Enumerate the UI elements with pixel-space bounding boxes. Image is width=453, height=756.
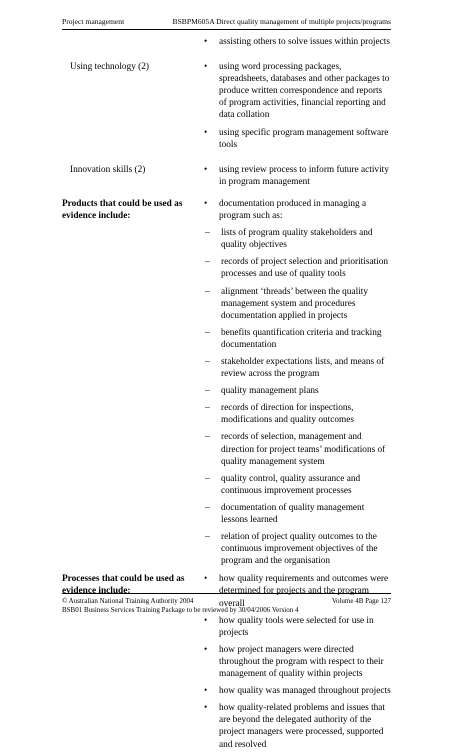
bullet-icon: • xyxy=(204,686,208,697)
dash-icon: – xyxy=(205,502,210,513)
sub-list-item: – records of selection, management and direction for project teams’ modifications of quality management system xyxy=(205,432,386,467)
dash-icon: – xyxy=(205,228,210,239)
sub-list-item: – alignment ‘threads’ between the quality management system and procedures documentation applied in projects xyxy=(205,286,368,321)
sub-list-item: – quality management plans xyxy=(205,386,319,397)
list-item: • how project managers were directed throughout the program with respect to their management of quality within projects xyxy=(204,644,384,680)
section-innovation xyxy=(0,164,453,188)
content-table xyxy=(0,36,453,756)
sub-list-item: – records of project selection and prioritisation processes and use of quality tools xyxy=(205,257,389,280)
footer-copyright: © Australian National Training Authority 2004 xyxy=(62,597,194,605)
section-label: Processes that could be used as evidence include: xyxy=(62,574,185,597)
bullet-icon: • xyxy=(204,127,208,138)
dash-icon: – xyxy=(205,327,210,338)
bullet-icon: • xyxy=(204,164,208,175)
list-item: • using word processing packages, spreadsheets, databases and other packages to produce written correspondence and reports of program activities, financial reporting and data collation xyxy=(204,62,390,121)
dash-icon: – xyxy=(205,286,210,297)
list-item: • how quality-related problems and issues that are beyond the delegated authority of the project managers were processed, supported and resolved xyxy=(204,703,386,750)
list-item: • using review process to inform future activity in program management xyxy=(204,164,389,187)
bullet-icon: • xyxy=(204,574,208,585)
sub-list-item: – documentation of quality management lessons learned xyxy=(205,502,365,525)
page-footer xyxy=(62,593,391,615)
dash-icon: – xyxy=(205,473,210,484)
sub-list-item: – lists of program quality stakeholders and quality objectives xyxy=(205,228,373,251)
list-item: • how quality tools were selected for use in projects xyxy=(204,615,374,638)
dash-icon: – xyxy=(205,257,210,268)
dash-icon: – xyxy=(205,432,210,443)
dash-icon: – xyxy=(205,386,210,397)
sub-list-item: – stakeholder expectations lists, and means of review across the program xyxy=(205,356,385,380)
bullet-icon: • xyxy=(204,62,208,73)
page-header xyxy=(62,15,391,30)
section-using-technology xyxy=(0,61,453,151)
header-unit-code: BSBPM605A Direct quality management of multiple projects/programs xyxy=(172,17,391,26)
sub-list-item: – relation of project quality outcomes to the continuous improvement objectives of the program and the organisation xyxy=(205,532,378,567)
dash-icon: – xyxy=(205,532,210,543)
section-label: Products that could be used as evidence include: xyxy=(62,198,183,222)
list-item: • how quality requirements and outcomes were determined for projects and the program overall xyxy=(204,574,389,609)
header-unit-area: Project management xyxy=(62,17,125,26)
bullet-icon: • xyxy=(204,198,208,209)
section-products xyxy=(0,198,453,567)
list-item: • using specific program management software tools xyxy=(204,127,389,150)
footer-package: BSB01 Business Services Training Package to be reviewed by 30/04/2006 Version 4 xyxy=(62,606,299,614)
section-label: Innovation skills (2) xyxy=(70,164,146,175)
bullet-icon: • xyxy=(204,644,208,655)
list-item: • assisting others to solve issues within projects xyxy=(204,37,390,47)
dash-icon: – xyxy=(205,403,210,414)
list-item: • how quality was managed throughout projects xyxy=(204,686,391,697)
sub-list-item: – records of direction for inspections, modifications and quality outcomes xyxy=(205,403,354,426)
bullet-icon: • xyxy=(204,37,208,47)
bullet-icon: • xyxy=(204,615,208,626)
sub-list-item: – quality control, quality assurance and continuous improvement processes xyxy=(205,473,361,496)
dash-icon: – xyxy=(205,356,210,367)
section-continued xyxy=(0,36,453,48)
sub-list-item: – benefits quantification criteria and tracking documentation xyxy=(205,327,382,350)
bullet-icon: • xyxy=(204,703,208,714)
footer-page-number: Volume 4B Page 127 xyxy=(331,597,391,605)
section-label: Using technology (2) xyxy=(70,62,150,73)
list-item: • documentation produced in managing a program such as: xyxy=(204,198,367,222)
